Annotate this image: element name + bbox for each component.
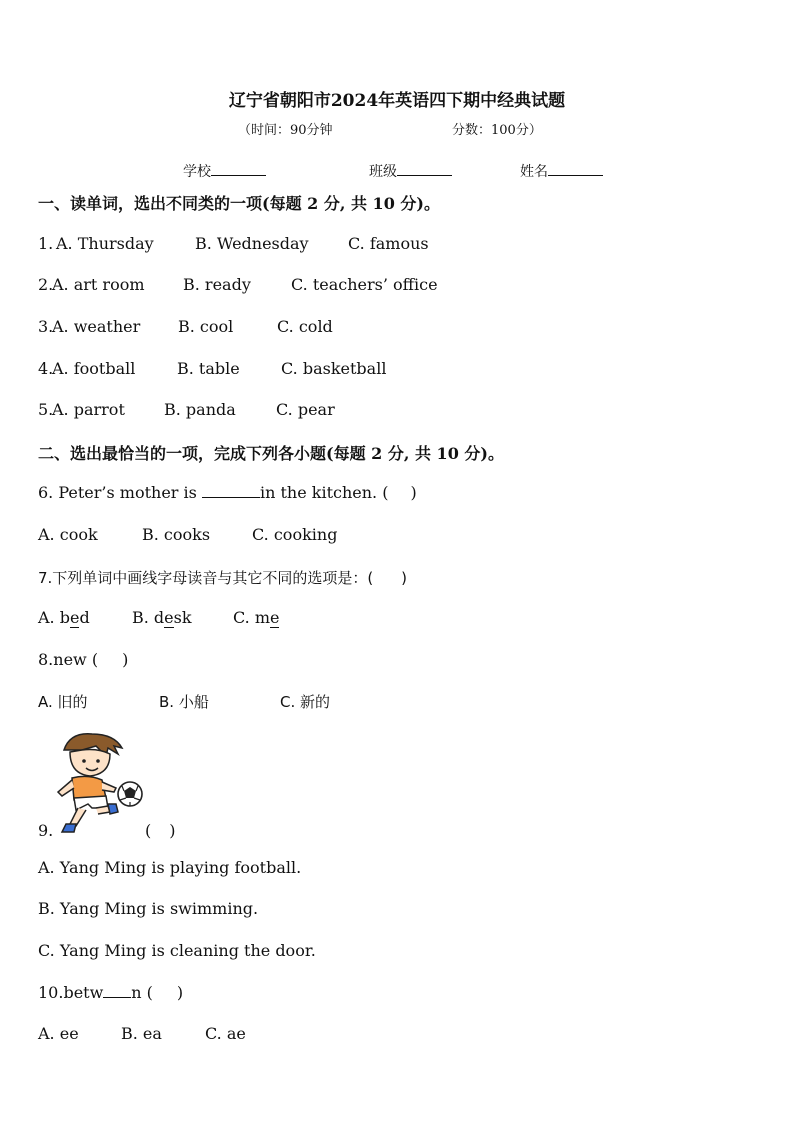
q9-option-c: C. Yang Ming is cleaning the door. (38, 941, 316, 960)
q2-option-c: C. teachers’ office (291, 275, 438, 294)
q9-number: 9. (38, 821, 54, 840)
q6-paren-close: ) (410, 483, 417, 502)
q3-option-b: B. cool (178, 317, 234, 336)
q10-option-b: B. ea (121, 1024, 162, 1043)
q6-option-c: C. cooking (252, 525, 338, 544)
q2-option-a: A. art room (52, 275, 145, 294)
q7-option-c: C. me (233, 608, 280, 627)
q10-option-a: A. ee (38, 1024, 79, 1043)
q1-option-a: A. Thursday (56, 234, 154, 253)
page-title: 辽宁省朝阳市2024年英语四下期中经典试题 (228, 91, 566, 111)
q4-option-b: B. table (177, 359, 240, 378)
q5-number: 5. (38, 400, 54, 419)
q10-stem-end: n ( (131, 983, 153, 1002)
name-blank (548, 163, 603, 176)
q1-number: 1. (38, 234, 54, 253)
q2-option-b: B. ready (183, 275, 251, 294)
q7-a-underlined-letter: e (69, 608, 80, 627)
q5-option-b: B. panda (164, 400, 236, 419)
q10-option-c: C. ae (205, 1024, 246, 1043)
name-label: 姓名 (520, 164, 548, 180)
class-field (369, 161, 452, 181)
q6-option-b: B. cooks (142, 525, 211, 544)
q3-option-c: C. cold (277, 317, 333, 336)
q4-number: 4. (38, 359, 54, 378)
q9-paren: ( ) (145, 821, 176, 840)
q10-stem-start: 10.betw (38, 983, 104, 1002)
q9-option-a: A. Yang Ming is playing football. (38, 858, 302, 877)
q9-option-b: B. Yang Ming is swimming. (38, 899, 259, 918)
q10-paren-close: ) (176, 983, 184, 1002)
question-8-stem (38, 650, 128, 669)
q8-option-a: A. 旧的 (38, 693, 88, 711)
q3-number: 3. (38, 317, 54, 336)
q7-option-a: A. bed (38, 608, 90, 627)
question-6-stem (38, 483, 417, 502)
q1-option-c: C. famous (348, 234, 429, 253)
q10-answer-blank (103, 985, 131, 998)
q1-option-b: B. Wednesday (195, 234, 309, 253)
q7-stem: 7.下列单词中画线字母读音与其它不同的选项是：( (38, 569, 374, 587)
school-blank (211, 163, 266, 176)
class-label: 班级 (369, 164, 397, 180)
section-2-heading: 二、选出最恰当的一项，完成下列各小题(每题 2 分, 共 10 分)。 (38, 444, 504, 463)
q7-option-b: B. desk (132, 608, 192, 627)
q7-paren-close: ) (401, 569, 408, 587)
school-field (183, 161, 266, 181)
q7-b-underlined-letter: e (164, 608, 174, 627)
q8-option-c: C. 新的 (280, 693, 331, 711)
q8-paren-close: ) (122, 650, 129, 669)
q6-stem-start: 6. Peter’s mother is (38, 483, 202, 502)
q3-option-a: A. weather (52, 317, 141, 336)
q5-option-a: A. parrot (52, 400, 125, 419)
q2-number: 2. (38, 275, 54, 294)
question-7-stem (38, 567, 407, 588)
q8-option-b: B. 小船 (159, 693, 209, 711)
school-label: 学校 (183, 164, 211, 180)
exam-time: （时间：90分钟 (238, 123, 333, 138)
q7-c-underlined-letter: e (270, 608, 280, 627)
q6-stem-end: in the kitchen. ( (259, 483, 389, 502)
section-1-heading: 一、读单词，选出不同类的一项(每题 2 分, 共 10 分)。 (38, 194, 440, 213)
q4-option-a: A. football (52, 359, 136, 378)
q4-option-c: C. basketball (281, 359, 387, 378)
boy-kicking-football-icon (52, 728, 144, 836)
q6-option-a: A. cook (38, 525, 98, 544)
q6-answer-blank (202, 485, 260, 498)
name-field (520, 161, 603, 181)
q8-stem: 8.new ( (38, 650, 99, 669)
exam-score: 分数：100分） (452, 123, 542, 138)
class-blank (397, 163, 452, 176)
q5-option-c: C. pear (276, 400, 335, 419)
question-10-stem (38, 983, 183, 1002)
